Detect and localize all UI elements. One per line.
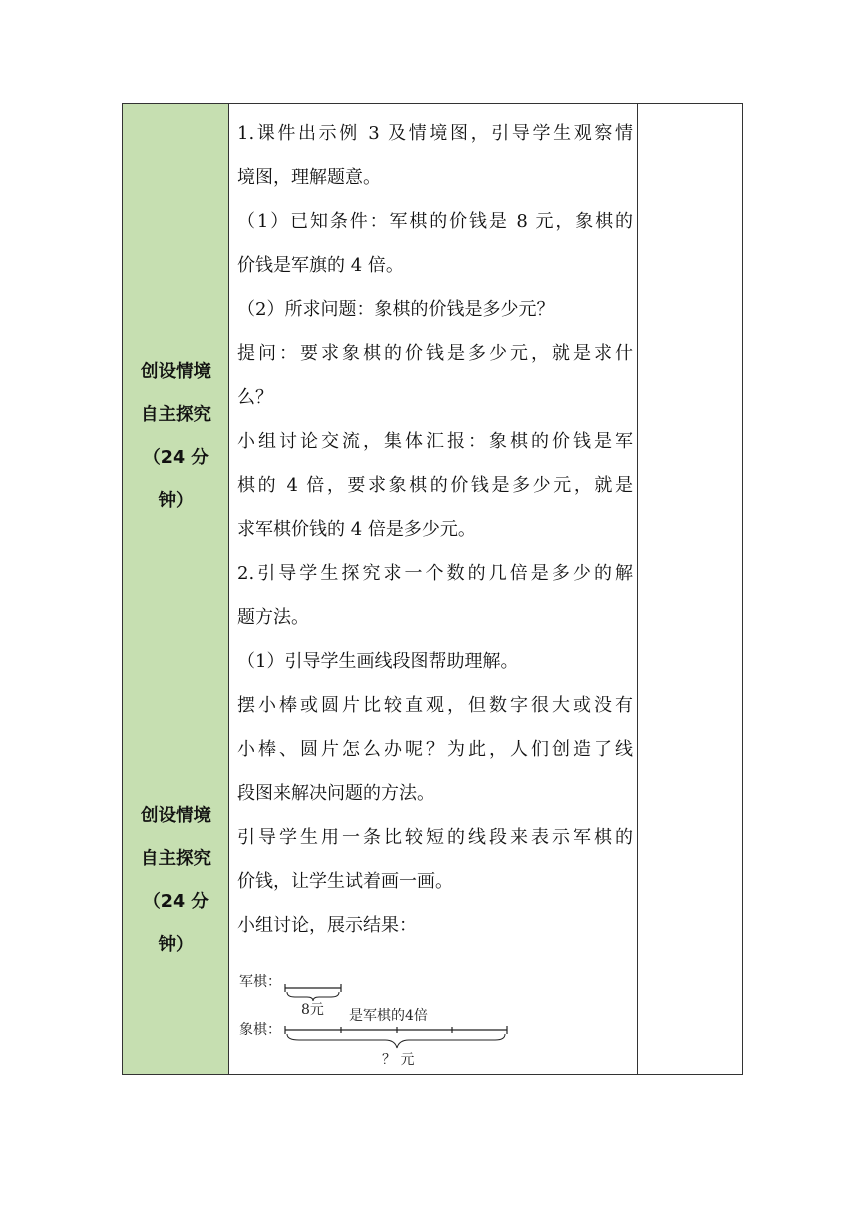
line-segment-diagram [237,964,537,1072]
stage-label [123,351,229,523]
notes-column [638,104,742,1074]
content-line: 境图，理解题意。 [237,167,381,188]
content-line: 1.课件出示例 3 及情境图，引导学生观察情 [237,123,633,144]
junqi-value: 8元 [301,1002,324,1018]
xiangqi-note: 是军棋的4倍 [349,1008,428,1024]
stage-label-line: （24 分 [143,448,209,468]
junqi-label: 军棋： [239,974,281,990]
xiangqi-value: ？ 元 [382,1052,415,1068]
stage-column [123,104,229,1074]
xiangqi-brace [287,1034,505,1048]
content-line: 小棒、圆片怎么办呢？为此，人们创造了线 [237,739,633,760]
content-line: 引导学生用一条比较短的线段来表示军棋的 [237,827,633,848]
content-line: （1）引导学生画线段图帮助理解。 [237,651,519,672]
content-line: 段图来解决问题的方法。 [237,783,435,804]
content-line: 提问：要求象棋的价钱是多少元，就是求什 [237,343,633,364]
content-line: 棋的 4 倍，要求象棋的价钱是多少元，就是 [237,475,633,496]
content-line: 么？ [237,387,273,408]
stage-label-line: 钟） [158,935,194,955]
content-line: 求军棋价钱的 4 倍是多少元。 [237,519,476,540]
content-line: 小组讨论交流，集体汇报：象棋的价钱是军 [237,431,633,452]
content-line: 题方法。 [237,607,309,628]
stage-label-line: 创设情境 [141,806,211,826]
content-line: 2.引导学生探究求一个数的几倍是多少的解 [237,563,633,584]
stage-label-line: 自主探究 [141,405,211,425]
junqi-brace [287,992,339,1001]
content-line: 摆小棒或圆片比较直观，但数字很大或没有 [237,695,633,716]
content-line: （1）已知条件：军棋的价钱是 8 元，象棋的 [237,211,633,232]
stage-label-line: 创设情境 [141,362,211,382]
stage-label-line: 钟） [158,491,194,511]
content-column [229,104,638,1074]
lesson-table [122,103,743,1075]
content-line: 价钱是军旗的 4 倍。 [237,255,404,276]
xiangqi-label: 象棋： [239,1022,281,1038]
content-line: 小组讨论，展示结果： [237,915,417,936]
content-line: （2）所求问题：象棋的价钱是多少元？ [237,299,555,320]
lesson-content [237,112,633,948]
stage-label-line: 自主探究 [141,849,211,869]
content-line: 价钱，让学生试着画一画。 [237,871,453,892]
stage-label-line: （24 分 [143,892,209,912]
line-segment-diagram-svg [237,964,537,1072]
stage-label [123,795,229,967]
